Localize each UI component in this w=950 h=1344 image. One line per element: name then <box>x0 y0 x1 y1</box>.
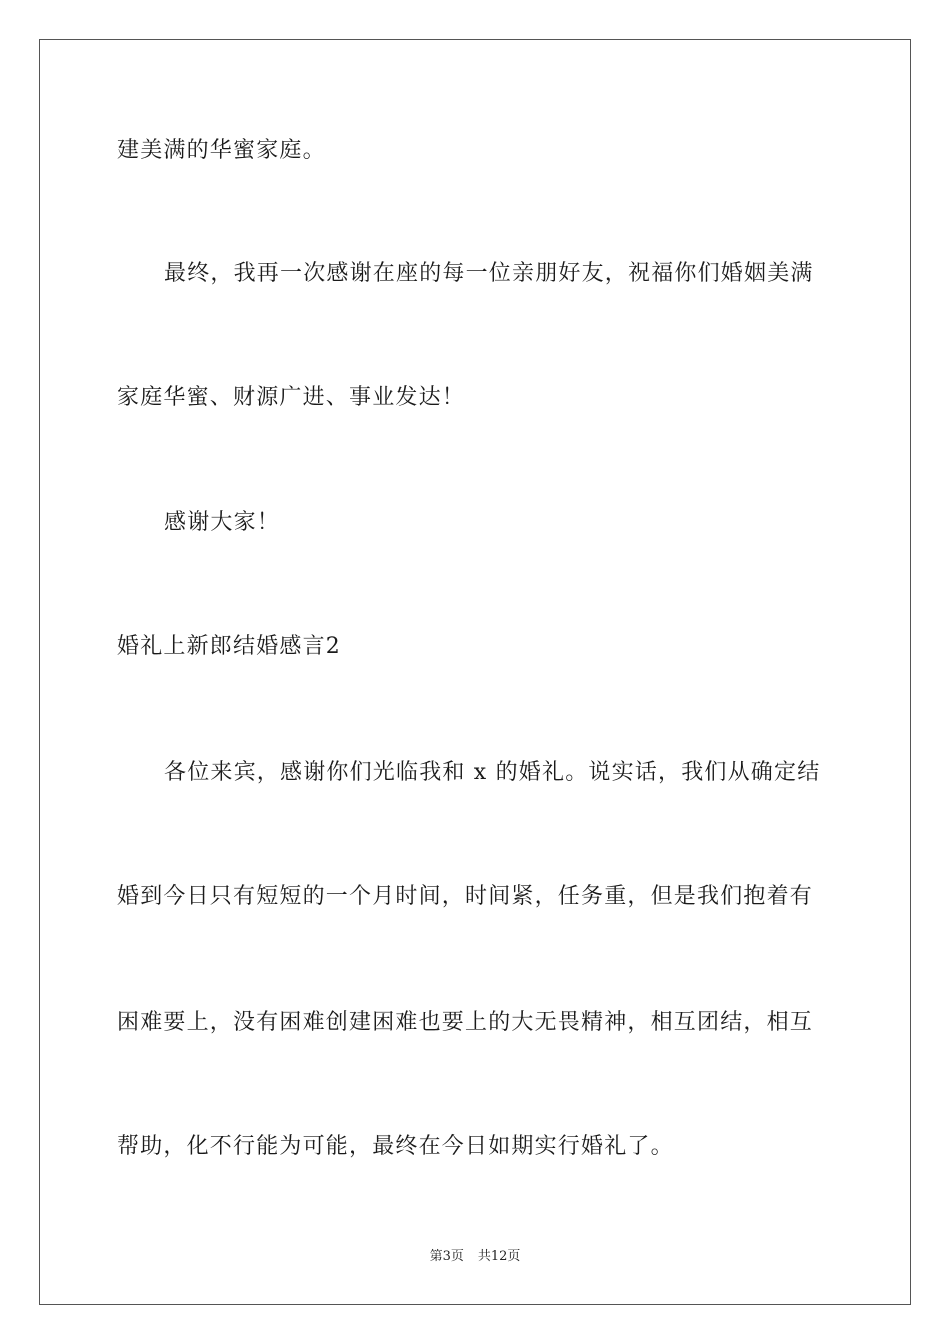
section-heading: 婚礼上新郎结婚感言2 <box>117 634 341 659</box>
page-number-current: 第3页 <box>429 1249 464 1264</box>
page-footer <box>0 1248 950 1266</box>
page-number-total: 共12页 <box>477 1249 521 1264</box>
paragraph-line: 家庭华蜜、财源广进、事业发达！ <box>117 385 466 410</box>
paragraph-line: 建美满的华蜜家庭。 <box>117 138 326 163</box>
paragraph-line: 最终，我再一次感谢在座的每一位亲朋好友，祝福你们婚姻美满 <box>164 261 814 286</box>
paragraph-line: 婚到今日只有短短的一个月时间，时间紧，任务重，但是我们抱着有 <box>117 884 814 909</box>
page-border <box>39 39 911 1305</box>
paragraph-line: 困难要上，没有困难创建困难也要上的大无畏精神，相互团结，相互 <box>117 1010 814 1035</box>
paragraph-line: 帮助，化不行能为可能，最终在今日如期实行婚礼了。 <box>117 1134 674 1159</box>
paragraph-line: 感谢大家！ <box>164 510 281 535</box>
paragraph-line: 各位来宾，感谢你们光临我和 x 的婚礼。说实话，我们从确定结 <box>164 760 821 785</box>
